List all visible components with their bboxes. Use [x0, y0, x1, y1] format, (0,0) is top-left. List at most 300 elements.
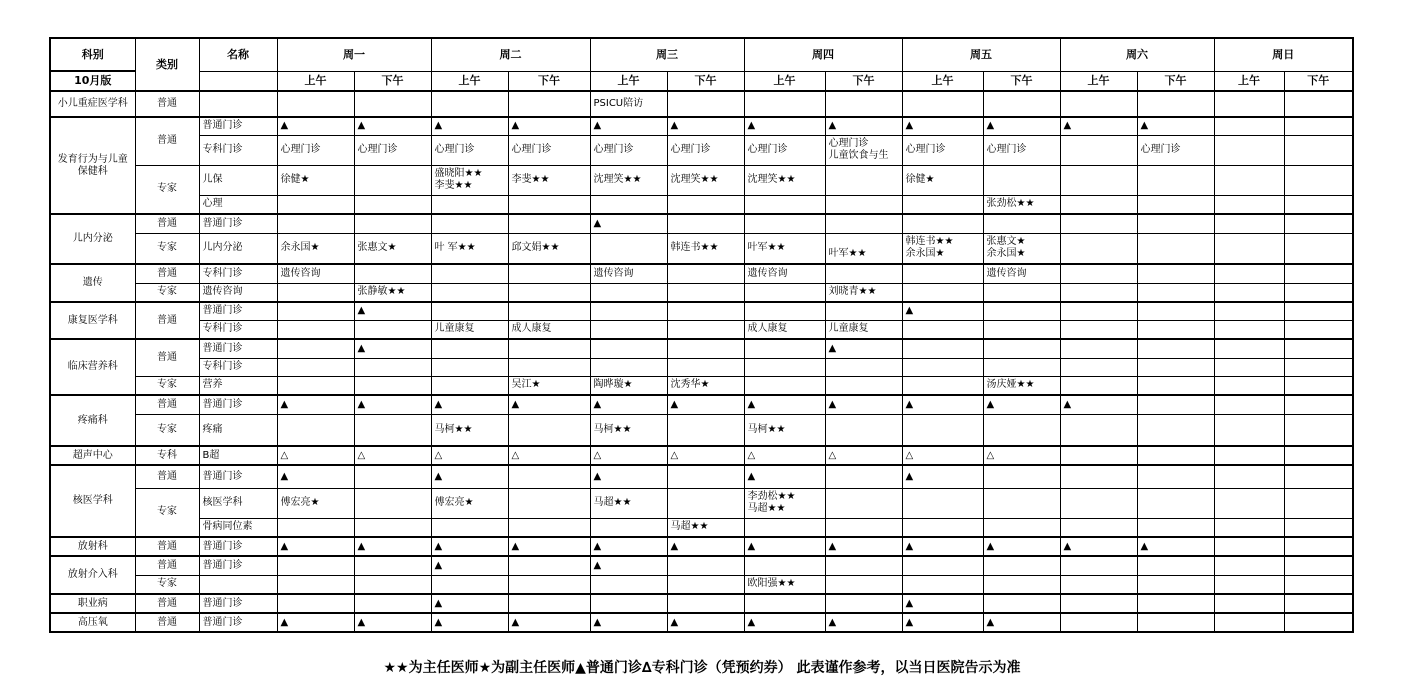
schedule-cell: 心理门诊 — [744, 135, 825, 165]
schedule-cell — [277, 594, 354, 613]
schedule-cell — [825, 414, 902, 446]
schedule-cell: 吴江★ — [508, 376, 590, 395]
schedule-cell: 徐健★ — [277, 165, 354, 195]
schedule-cell: 傅宏亮★ — [431, 488, 508, 518]
schedule-cell — [667, 320, 744, 339]
day-header: 周二 — [431, 38, 590, 71]
schedule-cell — [1214, 395, 1284, 414]
schedule-cell: 陶晔璇★ — [590, 376, 667, 395]
schedule-cell: ▲ — [508, 117, 590, 135]
schedule-cell — [354, 488, 431, 518]
schedule-cell: ▲ — [667, 117, 744, 135]
schedule-cell: △ — [983, 446, 1060, 465]
schedule-cell — [825, 91, 902, 117]
schedule-cell — [354, 376, 431, 395]
clinic-name-cell: 普通门诊 — [199, 214, 277, 233]
schedule-cell — [431, 518, 508, 537]
schedule-cell: ▲ — [277, 395, 354, 414]
schedule-cell: ▲ — [277, 537, 354, 556]
clinic-name-cell: 普通门诊 — [199, 395, 277, 414]
schedule-cell — [1137, 339, 1214, 358]
schedule-cell — [744, 556, 825, 575]
schedule-cell — [1284, 165, 1353, 195]
schedule-cell — [1214, 302, 1284, 320]
schedule-cell: ▲ — [354, 537, 431, 556]
schedule-cell — [354, 264, 431, 283]
schedule-cell: 张惠文★ 余永国★ — [983, 233, 1060, 264]
schedule-cell: ▲ — [431, 594, 508, 613]
schedule-cell — [1137, 165, 1214, 195]
schedule-cell — [354, 575, 431, 594]
day-header: 周五 — [902, 38, 1060, 71]
schedule-cell: ▲ — [431, 117, 508, 135]
name-header: 名称 — [199, 38, 277, 71]
schedule-cell — [1060, 320, 1137, 339]
category-cell: 普通 — [135, 91, 199, 117]
schedule-cell — [354, 594, 431, 613]
schedule-cell: 马柯★★ — [744, 414, 825, 446]
schedule-cell — [744, 376, 825, 395]
clinic-name-cell: 专科门诊 — [199, 264, 277, 283]
table-row — [50, 465, 1353, 488]
table-row — [50, 117, 1353, 135]
schedule-cell — [1214, 283, 1284, 302]
schedule-cell — [1214, 556, 1284, 575]
table-row — [50, 358, 1353, 376]
pm-header: 下午 — [1284, 71, 1353, 91]
schedule-cell — [983, 488, 1060, 518]
schedule-cell: ▲ — [431, 556, 508, 575]
schedule-cell — [1060, 376, 1137, 395]
schedule-cell — [354, 518, 431, 537]
schedule-cell: ▲ — [354, 613, 431, 632]
schedule-cell — [1284, 358, 1353, 376]
schedule-cell: 李劲松★★ 马超★★ — [744, 488, 825, 518]
schedule-cell — [1214, 135, 1284, 165]
pm-header: 下午 — [354, 71, 431, 91]
schedule-cell: ▲ — [590, 465, 667, 488]
schedule-cell — [1214, 613, 1284, 632]
schedule-cell — [1284, 233, 1353, 264]
clinic-name-cell: 普通门诊 — [199, 117, 277, 135]
schedule-cell — [508, 339, 590, 358]
table-row — [50, 376, 1353, 395]
schedule-cell — [825, 594, 902, 613]
schedule-cell: ▲ — [508, 537, 590, 556]
schedule-cell: ▲ — [1137, 117, 1214, 135]
category-cell: 专家 — [135, 488, 199, 537]
schedule-cell: 沈理笑★★ — [590, 165, 667, 195]
schedule-cell — [590, 339, 667, 358]
schedule-cell — [1284, 518, 1353, 537]
schedule-cell — [1137, 575, 1214, 594]
schedule-cell — [1214, 264, 1284, 283]
category-cell: 普通 — [135, 613, 199, 632]
schedule-cell: ▲ — [508, 613, 590, 632]
table-row — [50, 395, 1353, 414]
am-header: 上午 — [902, 71, 983, 91]
schedule-cell: ▲ — [902, 613, 983, 632]
schedule-cell — [590, 575, 667, 594]
schedule-cell: ▲ — [983, 395, 1060, 414]
schedule-cell — [902, 488, 983, 518]
schedule-cell: 邱文娟★★ — [508, 233, 590, 264]
schedule-cell: 李斐★★ — [508, 165, 590, 195]
clinic-name-cell: 儿内分泌 — [199, 233, 277, 264]
schedule-cell: ▲ — [431, 465, 508, 488]
schedule-cell — [508, 283, 590, 302]
schedule-cell — [1060, 575, 1137, 594]
category-cell: 专科 — [135, 446, 199, 465]
schedule-cell — [508, 91, 590, 117]
category-cell: 普通 — [135, 339, 199, 376]
schedule-cell — [825, 302, 902, 320]
schedule-cell — [1284, 594, 1353, 613]
schedule-cell: 心理门诊 — [431, 135, 508, 165]
am-header: 上午 — [1214, 71, 1284, 91]
schedule-cell — [1214, 414, 1284, 446]
schedule-cell — [1214, 488, 1284, 518]
schedule-cell — [1137, 283, 1214, 302]
schedule-cell — [508, 465, 590, 488]
am-header: 上午 — [590, 71, 667, 91]
table-row — [50, 320, 1353, 339]
schedule-cell: ▲ — [277, 465, 354, 488]
schedule-cell: ▲ — [277, 613, 354, 632]
schedule-cell — [590, 594, 667, 613]
schedule-cell: ▲ — [902, 465, 983, 488]
pm-header: 下午 — [508, 71, 590, 91]
schedule-cell — [825, 214, 902, 233]
clinic-name-cell: 心理 — [199, 195, 277, 214]
table-row — [50, 488, 1353, 518]
schedule-cell — [1137, 594, 1214, 613]
table-row — [50, 339, 1353, 358]
clinic-name-cell: 普通门诊 — [199, 537, 277, 556]
schedule-cell: 遗传咨询 — [744, 264, 825, 283]
schedule-cell — [508, 575, 590, 594]
table-row — [50, 613, 1353, 632]
schedule-cell — [1284, 613, 1353, 632]
clinic-name-cell: 儿保 — [199, 165, 277, 195]
schedule-cell — [825, 376, 902, 395]
schedule-cell — [431, 264, 508, 283]
schedule-cell — [354, 556, 431, 575]
schedule-cell: PSICU陪访 — [590, 91, 667, 117]
schedule-cell — [590, 302, 667, 320]
schedule-cell — [667, 283, 744, 302]
header-row-ampm — [50, 71, 1353, 91]
schedule-cell: ▲ — [902, 537, 983, 556]
schedule-cell — [431, 91, 508, 117]
department-cell: 职业病 — [50, 594, 135, 613]
table-row — [50, 135, 1353, 165]
schedule-cell — [508, 214, 590, 233]
table-row — [50, 446, 1353, 465]
schedule-cell: 心理门诊 儿童饮食与生 — [825, 135, 902, 165]
table-row — [50, 556, 1353, 575]
schedule-cell: △ — [667, 446, 744, 465]
clinic-name-cell: 普通门诊 — [199, 594, 277, 613]
schedule-cell: 心理门诊 — [902, 135, 983, 165]
department-cell: 核医学科 — [50, 465, 135, 537]
schedule-cell — [277, 414, 354, 446]
schedule-cell — [590, 358, 667, 376]
schedule-cell: 叶军★★ — [744, 233, 825, 264]
schedule-cell: 心理门诊 — [354, 135, 431, 165]
schedule-cell — [1214, 376, 1284, 395]
day-header: 周六 — [1060, 38, 1214, 71]
schedule-cell — [902, 283, 983, 302]
schedule-cell: ▲ — [1137, 537, 1214, 556]
schedule-cell: ▲ — [902, 117, 983, 135]
schedule-cell — [667, 214, 744, 233]
schedule-cell: ▲ — [744, 395, 825, 414]
schedule-cell — [667, 556, 744, 575]
schedule-cell: △ — [277, 446, 354, 465]
schedule-cell — [825, 556, 902, 575]
schedule-cell — [431, 302, 508, 320]
schedule-cell: ▲ — [590, 537, 667, 556]
schedule-cell: ▲ — [902, 395, 983, 414]
schedule-cell — [1137, 414, 1214, 446]
schedule-cell — [277, 358, 354, 376]
schedule-cell: ▲ — [825, 395, 902, 414]
table-row — [50, 214, 1353, 233]
schedule-cell: 张劲松★★ — [983, 195, 1060, 214]
schedule-cell — [277, 302, 354, 320]
clinic-name-cell: 营养 — [199, 376, 277, 395]
schedule-cell: ▲ — [667, 613, 744, 632]
schedule-cell — [1284, 283, 1353, 302]
schedule-cell — [354, 91, 431, 117]
schedule-cell: ▲ — [431, 613, 508, 632]
schedule-cell — [1214, 195, 1284, 214]
schedule-cell — [902, 339, 983, 358]
schedule-cell: ▲ — [590, 556, 667, 575]
table-row — [50, 575, 1353, 594]
schedule-cell — [1137, 613, 1214, 632]
legend-footnote: ★★为主任医师★为副主任医师▲普通门诊∆专科门诊（凭预约券） 此表谨作参考，以当日医院告示为准 — [383, 660, 1021, 676]
schedule-cell — [1214, 233, 1284, 264]
schedule-cell — [1060, 135, 1137, 165]
schedule-cell — [667, 339, 744, 358]
schedule-cell — [744, 91, 825, 117]
schedule-cell: ▲ — [354, 339, 431, 358]
schedule-cell — [1214, 320, 1284, 339]
schedule-cell — [744, 214, 825, 233]
schedule-cell — [277, 575, 354, 594]
schedule-cell: 心理门诊 — [1137, 135, 1214, 165]
schedule-cell — [1137, 214, 1214, 233]
schedule-cell: 盛晓阳★★ 李斐★★ — [431, 165, 508, 195]
schedule-cell — [902, 214, 983, 233]
schedule-cell — [277, 195, 354, 214]
schedule-cell — [983, 358, 1060, 376]
schedule-cell — [1060, 465, 1137, 488]
pm-header: 下午 — [1137, 71, 1214, 91]
schedule-cell — [1137, 376, 1214, 395]
schedule-cell: 沈理笑★★ — [744, 165, 825, 195]
schedule-cell — [983, 320, 1060, 339]
schedule-cell — [277, 320, 354, 339]
schedule-cell — [744, 195, 825, 214]
department-cell: 康复医学科 — [50, 302, 135, 339]
schedule-cell — [431, 195, 508, 214]
clinic-name-cell: 普通门诊 — [199, 339, 277, 358]
schedule-cell — [983, 302, 1060, 320]
schedule-cell — [1214, 594, 1284, 613]
schedule-cell — [983, 575, 1060, 594]
schedule-cell: 沈秀华★ — [667, 376, 744, 395]
schedule-cell — [277, 214, 354, 233]
schedule-cell: ▲ — [431, 537, 508, 556]
schedule-cell — [983, 91, 1060, 117]
schedule-cell — [1284, 339, 1353, 358]
schedule-cell — [667, 302, 744, 320]
table-row — [50, 233, 1353, 264]
schedule-cell — [667, 195, 744, 214]
schedule-cell — [825, 358, 902, 376]
schedule-cell — [354, 195, 431, 214]
schedule-cell — [1284, 302, 1353, 320]
clinic-name-cell: 普通门诊 — [199, 613, 277, 632]
schedule-cell — [983, 556, 1060, 575]
schedule-cell: 心理门诊 — [590, 135, 667, 165]
schedule-cell — [983, 283, 1060, 302]
schedule-cell — [1060, 283, 1137, 302]
schedule-cell: △ — [354, 446, 431, 465]
schedule-cell — [667, 594, 744, 613]
schedule-cell — [825, 264, 902, 283]
schedule-cell — [902, 556, 983, 575]
schedule-cell — [1284, 376, 1353, 395]
schedule-cell — [1284, 556, 1353, 575]
category-cell: 普通 — [135, 302, 199, 339]
schedule-cell — [902, 376, 983, 395]
schedule-cell — [1137, 233, 1214, 264]
schedule-cell — [508, 518, 590, 537]
schedule-cell: ▲ — [590, 117, 667, 135]
schedule-cell — [983, 465, 1060, 488]
clinic-schedule-table — [49, 37, 1354, 633]
am-header: 上午 — [1060, 71, 1137, 91]
schedule-cell: 马超★★ — [667, 518, 744, 537]
schedule-cell: ▲ — [667, 537, 744, 556]
schedule-cell — [1284, 537, 1353, 556]
schedule-cell — [431, 283, 508, 302]
department-cell: 放射科 — [50, 537, 135, 556]
schedule-cell: 马柯★★ — [590, 414, 667, 446]
schedule-cell: 汤庆娅★★ — [983, 376, 1060, 395]
schedule-cell — [1284, 465, 1353, 488]
schedule-cell — [508, 195, 590, 214]
schedule-cell — [1060, 613, 1137, 632]
schedule-cell — [1284, 91, 1353, 117]
clinic-name-cell: 专科门诊 — [199, 320, 277, 339]
schedule-cell — [354, 320, 431, 339]
schedule-cell — [1214, 575, 1284, 594]
schedule-cell — [431, 358, 508, 376]
schedule-cell — [1060, 165, 1137, 195]
schedule-cell — [1137, 320, 1214, 339]
day-header: 周一 — [277, 38, 431, 71]
schedule-cell — [667, 264, 744, 283]
schedule-cell — [744, 283, 825, 302]
schedule-cell — [508, 488, 590, 518]
table-row — [50, 264, 1353, 283]
category-cell: 专家 — [135, 575, 199, 594]
dept-header: 科别 — [50, 38, 135, 71]
schedule-cell — [902, 358, 983, 376]
schedule-cell: ▲ — [744, 537, 825, 556]
schedule-cell: 遗传咨询 — [590, 264, 667, 283]
schedule-cell — [667, 414, 744, 446]
am-header: 上午 — [277, 71, 354, 91]
name-header-blank — [199, 71, 277, 91]
schedule-cell — [1214, 518, 1284, 537]
schedule-cell — [277, 556, 354, 575]
schedule-cell — [1137, 446, 1214, 465]
schedule-cell: ▲ — [1060, 537, 1137, 556]
schedule-cell — [590, 283, 667, 302]
schedule-cell — [1137, 302, 1214, 320]
schedule-cell: ▲ — [431, 395, 508, 414]
schedule-cell — [825, 165, 902, 195]
schedule-cell — [667, 465, 744, 488]
table-row — [50, 518, 1353, 537]
schedule-cell — [1060, 446, 1137, 465]
schedule-cell: ▲ — [825, 537, 902, 556]
schedule-cell: 沈理笑★★ — [667, 165, 744, 195]
schedule-cell: ▲ — [983, 117, 1060, 135]
schedule-cell — [1284, 320, 1353, 339]
am-header: 上午 — [744, 71, 825, 91]
schedule-cell — [431, 575, 508, 594]
table-row — [50, 414, 1353, 446]
schedule-cell — [277, 376, 354, 395]
schedule-cell — [902, 264, 983, 283]
schedule-cell: ▲ — [354, 117, 431, 135]
schedule-cell: △ — [508, 446, 590, 465]
schedule-cell: ▲ — [590, 214, 667, 233]
category-cell: 专家 — [135, 233, 199, 264]
category-cell: 普通 — [135, 594, 199, 613]
schedule-cell — [590, 195, 667, 214]
pm-header: 下午 — [983, 71, 1060, 91]
schedule-cell — [277, 518, 354, 537]
schedule-cell: 韩连书★★ 余永国★ — [902, 233, 983, 264]
schedule-cell — [1214, 91, 1284, 117]
schedule-cell — [1060, 264, 1137, 283]
category-cell: 专家 — [135, 165, 199, 214]
schedule-cell — [1060, 233, 1137, 264]
schedule-cell: ▲ — [983, 537, 1060, 556]
schedule-cell — [1137, 264, 1214, 283]
schedule-cell — [1060, 518, 1137, 537]
department-cell: 高压氧 — [50, 613, 135, 632]
schedule-cell — [508, 302, 590, 320]
schedule-cell: 成人康复 — [744, 320, 825, 339]
schedule-cell — [1284, 446, 1353, 465]
am-header: 上午 — [431, 71, 508, 91]
schedule-cell — [1060, 594, 1137, 613]
schedule-cell — [825, 465, 902, 488]
schedule-cell — [744, 339, 825, 358]
schedule-cell — [1060, 556, 1137, 575]
schedule-cell — [667, 91, 744, 117]
day-header: 周三 — [590, 38, 744, 71]
